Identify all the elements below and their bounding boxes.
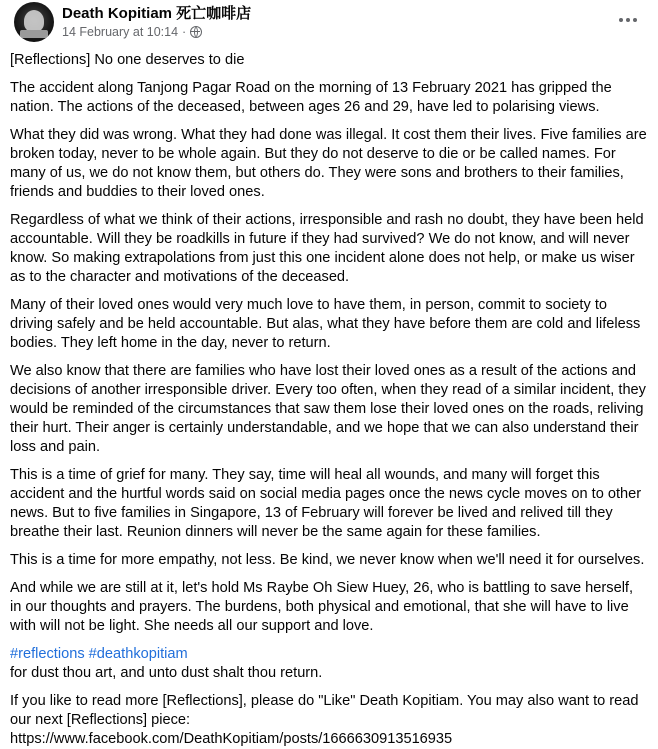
post-paragraph: The accident along Tanjong Pagar Road on the morning of 13 February 2021 has gripped the nation. The actions of the deceased, between ages 26 and 29, have led to polarising views. xyxy=(10,80,612,115)
meta-separator: · xyxy=(182,25,187,39)
post-paragraph: This is a time for more empathy, not less. Be kind, we never know when we'll need it for ourselves. xyxy=(10,552,645,568)
dot xyxy=(633,18,637,22)
post-paragraph: This is a time of grief for many. They say, time will heal all wounds, and many will forget this accident and the hurtful words said on social media pages once the news cycle moves on to other news. But to five families in Singapore, 13 of February will forever be lived and relived till they breathe their last. Reunion dinners will never be the same again for these families. xyxy=(10,467,642,540)
dot xyxy=(619,18,623,22)
post-paragraph: We also know that there are families who have lost their loved ones as a result of the actions and decisions of another irresponsible driver. Every too often, when they read of a similar incident, they would be reminded of the circumstances that saw them lose their loved ones on the roads, reliving their hurt. Their anger is certainly understandable, and we hope that we can also understand their loss and pain. xyxy=(10,363,646,455)
hashtags xyxy=(10,645,648,664)
post-meta xyxy=(62,25,202,39)
post-paragraph: Regardless of what we think of their actions, irresponsible and rash no doubt, they have been held accountable. Will they be roadkills in future if they had survived? We do not know, and will never know. So making extrapolations from just this one incident alone does not help, or make us wiser as to the character and motivations of the deceased. xyxy=(10,212,644,285)
post-paragraph: And while we are still at it, let's hold Ms Raybe Oh Siew Huey, 26, who is battling to save herself, in our thoughts and prayers. The burdens, both physical and emotional, that she will have to live with will not be light. She needs all our support and love. xyxy=(10,580,634,634)
verse: for dust thou art, and unto dust shalt thou return. xyxy=(10,665,323,681)
post-link-para xyxy=(10,730,648,749)
post-header xyxy=(10,0,648,48)
post-body xyxy=(10,51,648,749)
post-link[interactable]: https://www.facebook.com/DeathKopitiam/posts/1666630913516935 xyxy=(10,731,453,747)
more-options-icon[interactable] xyxy=(614,10,642,30)
post-timestamp[interactable]: 14 February at 10:14 xyxy=(62,25,179,39)
hashtag-links[interactable]: #reflections #deathkopitiam xyxy=(10,646,188,662)
post-title: [Reflections] No one deserves to die xyxy=(10,52,245,68)
page-name-link[interactable]: Death Kopitiam 死亡咖啡店 xyxy=(62,5,252,22)
post-paragraph: Many of their loved ones would very much love to have them, in person, commit to society to driving safely and be held accountable. But alas, what they have before them are cold and lifeless bodies. They left home in the day, never to return. xyxy=(10,297,641,351)
globe-icon[interactable] xyxy=(190,26,202,38)
closing-text: If you like to read more [Reflections], please do "Like" Death Kopitiam. You may also want to read our next [Reflections] piece: xyxy=(10,693,639,728)
post-paragraph: What they did was wrong. What they had done was illegal. It cost them their lives. Five families are broken today, never to be whole again. But they do not deserve to die or be called names. For many of us, we do not know them, but others do. They were sons and brothers to their families, friends and buddies to their loved ones. xyxy=(10,127,647,200)
dot xyxy=(626,18,630,22)
page-avatar[interactable] xyxy=(14,2,54,42)
